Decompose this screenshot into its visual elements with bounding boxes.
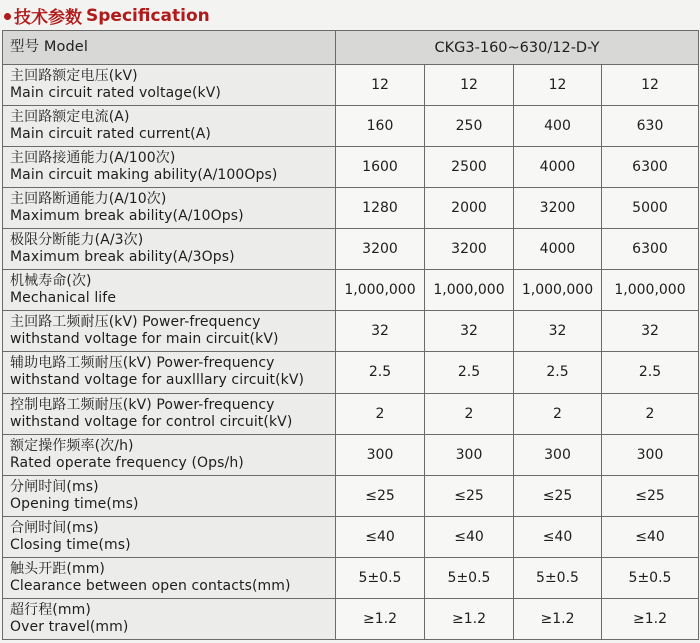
parameter-label-zh: 主回路额定电压(kV) <box>10 68 138 85</box>
table-row <box>3 311 699 352</box>
parameter-label-en: Clearance between open contacts(mm) <box>10 577 291 594</box>
parameter-label <box>3 270 336 311</box>
parameter-label-zh: 超行程(mm) <box>10 601 91 618</box>
value-cell: 5000 <box>602 188 699 229</box>
table-row <box>3 475 699 516</box>
parameter-label-zh: 主回路额定电流(A) <box>10 109 130 126</box>
table-row <box>3 270 699 311</box>
parameter-label <box>3 65 336 106</box>
value-cell: 250 <box>425 106 514 147</box>
parameter-label-en: Main circuit making ability(A/100Ops) <box>10 167 278 184</box>
table-row <box>3 65 699 106</box>
heading-en: Specification <box>86 5 210 26</box>
parameter-label <box>3 147 336 188</box>
value-cell: 3200 <box>336 229 425 270</box>
parameter-label <box>3 598 336 639</box>
value-cell: 400 <box>514 106 602 147</box>
parameter-label-en: Closing time(ms) <box>10 536 131 553</box>
value-cell: 2 <box>336 393 425 434</box>
value-cell: 2 <box>514 393 602 434</box>
parameter-label-en: Over travel(mm) <box>10 618 129 635</box>
value-cell: 2 <box>425 393 514 434</box>
value-cell: 3200 <box>514 188 602 229</box>
value-cell: 300 <box>514 434 602 475</box>
value-cell: 1600 <box>336 147 425 188</box>
value-cell: 6300 <box>602 229 699 270</box>
parameter-label <box>3 434 336 475</box>
value-cell: 2000 <box>425 188 514 229</box>
value-cell: 3200 <box>425 229 514 270</box>
parameter-label-en: Main circuit rated voltage(kV) <box>10 85 221 102</box>
value-cell: 4000 <box>514 147 602 188</box>
value-cell: 5±0.5 <box>425 557 514 598</box>
parameter-label-zh: 主回路接通能力(A/100次) <box>10 150 176 167</box>
heading-zh: 技术参数 <box>14 8 82 28</box>
parameter-label-zh: 主回路工频耐压(kV) Power-frequency <box>10 314 261 331</box>
parameter-label <box>3 311 336 352</box>
value-cell: ≥1.2 <box>425 598 514 639</box>
value-cell: 12 <box>514 65 602 106</box>
parameter-label-en: withstand voltage for auxlllary circuit(kV) <box>10 372 305 389</box>
value-cell: 2500 <box>425 147 514 188</box>
table-header-row <box>3 31 699 65</box>
value-cell: 5±0.5 <box>514 557 602 598</box>
value-cell: ≤40 <box>425 516 514 557</box>
value-cell: 6300 <box>602 147 699 188</box>
value-cell: 160 <box>336 106 425 147</box>
parameter-label <box>3 475 336 516</box>
table-row <box>3 557 699 598</box>
value-cell: 300 <box>336 434 425 475</box>
parameter-label-zh: 主回路断通能力(A/10次) <box>10 191 167 208</box>
table-row <box>3 598 699 639</box>
parameter-label-zh: 额定操作频率(次/h) <box>10 437 134 454</box>
parameter-label-en: Rated operate frequency (Ops/h) <box>10 454 244 471</box>
bullet-icon <box>4 13 11 20</box>
value-cell: 5±0.5 <box>602 557 699 598</box>
parameter-label <box>3 106 336 147</box>
value-cell: 4000 <box>514 229 602 270</box>
parameter-label-zh: 辅助电路工频耐压(kV) Power-frequency <box>10 355 275 372</box>
parameter-label <box>3 352 336 393</box>
section-heading <box>4 3 210 28</box>
value-cell: 12 <box>602 65 699 106</box>
parameter-label <box>3 188 336 229</box>
value-cell: 32 <box>336 311 425 352</box>
value-cell: ≥1.2 <box>602 598 699 639</box>
value-cell: ≤25 <box>425 475 514 516</box>
value-cell: 300 <box>425 434 514 475</box>
parameter-label <box>3 557 336 598</box>
parameter-label-en: withstand voltage for control circuit(kV) <box>10 413 293 430</box>
value-cell: 12 <box>425 65 514 106</box>
table-row <box>3 516 699 557</box>
spec-table <box>2 30 699 640</box>
value-cell: ≥1.2 <box>336 598 425 639</box>
parameter-label-zh: 触头开距(mm) <box>10 560 105 577</box>
table-row <box>3 352 699 393</box>
value-cell: 5±0.5 <box>336 557 425 598</box>
value-cell: 2.5 <box>336 352 425 393</box>
value-cell: 1,000,000 <box>514 270 602 311</box>
value-cell: ≥1.2 <box>514 598 602 639</box>
model-value: CKG3-160~630/12-D-Y <box>336 31 699 65</box>
parameter-label <box>3 229 336 270</box>
value-cell: 2 <box>602 393 699 434</box>
value-cell: ≤25 <box>336 475 425 516</box>
value-cell: 12 <box>336 65 425 106</box>
value-cell: ≤25 <box>602 475 699 516</box>
value-cell: 32 <box>514 311 602 352</box>
value-cell: ≤25 <box>514 475 602 516</box>
value-cell: ≤40 <box>514 516 602 557</box>
parameter-label-en: withstand voltage for main circuit(kV) <box>10 331 279 348</box>
table-row <box>3 188 699 229</box>
value-cell: 1,000,000 <box>336 270 425 311</box>
parameter-label <box>3 516 336 557</box>
parameter-label-zh: 机械寿命(次) <box>10 273 92 290</box>
table-row <box>3 229 699 270</box>
value-cell: ≤40 <box>602 516 699 557</box>
value-cell: ≤40 <box>336 516 425 557</box>
parameter-label-en: Maximum break ability(A/10Ops) <box>10 208 244 225</box>
value-cell: 2.5 <box>514 352 602 393</box>
table-row <box>3 106 699 147</box>
value-cell: 630 <box>602 106 699 147</box>
value-cell: 2.5 <box>602 352 699 393</box>
parameter-label-zh: 极限分断能力(A/3次) <box>10 232 144 249</box>
value-cell: 1,000,000 <box>425 270 514 311</box>
value-cell: 2.5 <box>425 352 514 393</box>
parameter-label-en: Opening time(ms) <box>10 495 139 512</box>
parameter-label <box>3 393 336 434</box>
value-cell: 1280 <box>336 188 425 229</box>
table-row <box>3 434 699 475</box>
value-cell: 32 <box>602 311 699 352</box>
model-label: 型号 Model <box>3 31 336 65</box>
value-cell: 1,000,000 <box>602 270 699 311</box>
table-row <box>3 393 699 434</box>
table-row <box>3 147 699 188</box>
value-cell: 32 <box>425 311 514 352</box>
parameter-label-en: Maximum break ability(A/3Ops) <box>10 249 235 266</box>
value-cell: 300 <box>602 434 699 475</box>
parameter-label-en: Main circuit rated current(A) <box>10 126 211 143</box>
parameter-label-zh: 分闸时间(ms) <box>10 478 99 495</box>
parameter-label-en: Mechanical life <box>10 290 117 307</box>
parameter-label-zh: 控制电路工频耐压(kV) Power-frequency <box>10 396 275 413</box>
parameter-label-zh: 合闸时间(ms) <box>10 519 99 536</box>
